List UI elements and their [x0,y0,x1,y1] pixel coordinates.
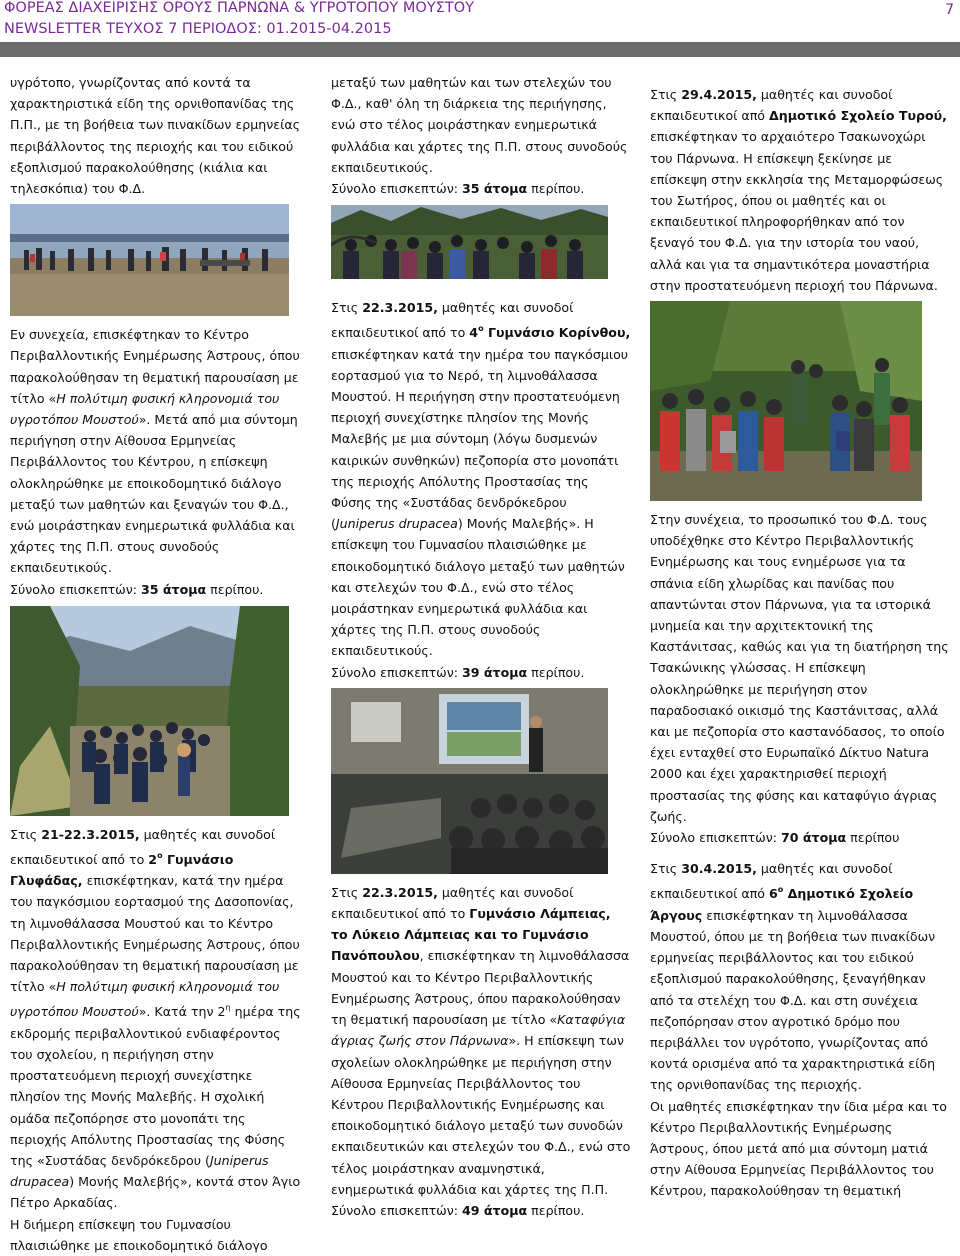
col1-p3-sup: η [225,1003,231,1013]
col3-p1-text-a: Στις [650,87,682,102]
col3-p3-text-a: Στις [650,861,682,877]
total-suffix: περίπου. [527,1202,585,1218]
col2-p3-title: Καταφύγια άγριας ζωής στον Πάρνωνα [331,1012,626,1049]
total-value: 35 άτομα [141,581,207,597]
col3-p1-text-c: επισκέφτηκαν το αρχαιότερο Τσακωνοχώρι του Πάρνωνα. Η επίσκεψη ξεκίνησε με επίσκεψη στην εκκλησία της Μεταμορφώσεως του Σωτήρος, όπου οι μαθητές και οι εκπαιδευτικοί πληροφορήθηκαν από τον ξεναγό του Φ.Δ. για την ιστορία του ναού, αλλά και για τα σημαντικότερα μοναστήρια στην προστατευόμενη περιοχή του Πάρνωνα. [650,129,944,293]
col2-paragraph-1: μεταξύ των μαθητών και των στελεχών του Φ.Δ., καθ' όλη τη διάρκεια της περιήγησης, ενώ στο τέλος μοιράστηκαν ενημερωτικά φυλλάδια και χάρτες της Π.Π. στους συνοδούς εκπαιδευτικούς. [331,75,628,175]
col3-p1-text-b: μαθητές και συνοδοί εκπαιδευτικοί από [650,87,893,124]
total-label: Σύνολο επισκεπτών: [331,1202,462,1218]
col3-p1-school: Δημοτικό Σχολείο Τυρού, [769,108,947,124]
col2-p2-latin: Juniperus drupacea [335,516,458,532]
total-value: 35 άτομα [462,181,528,197]
total-label: Σύνολο επισκεπτών: [10,581,141,597]
col2-p3-total [331,1200,631,1221]
column-2 [331,72,631,1221]
col2-p3-text-b: μαθητές και συνοδοί εκπαιδευτικοί από το [331,884,574,922]
column-3 [650,84,950,1202]
col2-p2-text-b: μαθητές και συνοδοί εκπαιδευτικοί από το [331,300,574,341]
col3-paragraph-2: Στην συνέχεια, το προσωπικό του Φ.Δ. τους υποδέχθηκε στο Κέντρο Περιβαλλοντικής Ενημέρωσης και τους ενημέρωσε για τα σπάνια είδη χλωρίδας και πανίδας που απαντώνται στον Πάρνωνα, για τα ιστορικά μνημεία και την αρχιτεκτονική της Καστάνιτσας, καθώς και για τη διατήρηση της Τσακώνικης γλώσσας. Η επίσκεψη ολοκληρώθηκε με περιήγηση στον παραδοσιακό οικισμό της Καστάνιτσας, αλλά και με πεζοπορία στο καστανόδασος, το οποίο έχει ενταχθεί στο Ευρωπαϊκό Δίκτυο Natura 2000 και έχει χαρακτηρισθεί περιοχή προστασίας της φύσης και καταφύγιο άγριας ζωής. [650,512,949,824]
col1-paragraph-2 [10,324,306,578]
total-suffix: περίπου. [206,581,264,597]
col1-p3-text-e: ημέρα της εκδρομής περιβαλλοντικού ενδιαφέροντος του σχολείου, η περιήγηση στην προστατευόμενη περιοχή συνεχίστηκε πλησίον της Μονής Μαλεβής. Η σχολική ομάδα πεζοπόρησε στο μονοπάτι της περιοχής Απόλυτης Προστασίας της Φύσης της «Συστάδας δενδρόκεδρου ( [10,1004,301,1168]
col2-p3-text-c: , επισκέφτηκαν τη λιμνοθάλασσα Μουστού και το Κέντρο Περιβαλλοντικής Ενημέρωσης Άστρους, όπου παρακολούθησαν τη θεματική παρουσίαση με τίτλο « [331,948,630,1028]
header-title: ΦΟΡΕΑΣ ΔΙΑΧΕΙΡΙΣΗΣ ΟΡΟΥΣ ΠΑΡΝΩΝΑ & ΥΓΡΟΤΟΠΟΥ ΜΟΥΣΤΟΥ [4,0,474,16]
col2-p2-text-d: ) Μονής Μαλεβής». Η επίσκεψη του Γυμνασίου πλαισιώθηκε με εποικοδομητικό διάλογο μεταξύ των μαθητών και στελεχών του Φ.Δ., ενώ στο τέλος μοιράστηκαν ενημερωτικά φυλλάδια και χάρτες της Π.Π. στους συνοδούς εκπαιδευτικούς. [331,516,625,659]
col3-paragraph-3 [650,858,950,1095]
col2-p2-school-name: Γυμνάσιο Κορίνθου, [483,325,631,341]
col3-p3-date: 30.4.2015, [681,861,757,877]
col1-p3-school-sup: ο [157,851,163,861]
total-suffix: περίπου [846,830,900,846]
page-header [0,0,960,62]
total-value: 70 άτομα [781,830,847,846]
col1-p3-date: 21-22.3.2015, [41,826,140,842]
col3-p3-text-b: μαθητές και συνοδοί εκπαιδευτικοί από [650,861,893,902]
col3-p3-school-num: 6 [769,886,778,902]
col3-p2-total [650,827,950,848]
col3-paragraph-4: Οι μαθητές επισκέφτηκαν την ίδια μέρα και το Κέντρο Περιβαλλοντικής Ενημέρωσης Άστρους, όπου μετά από μια σύντομη ματιά στην Αίθουσα Ερμηνείας Περιβάλλοντος του Κέντρου, παρακολούθησαν τη θεματική [650,1098,947,1199]
photo-corinth-students-group [331,205,608,279]
col3-p3-text-c: επισκέφτηκαν τη λιμνοθάλασσα Μουστού, όπου με τη βοήθεια των πινακίδων ερμηνείας περιβάλλοντος και του ειδικού εξοπλισμού παρακολούθησης, ξεναγήθηκαν από τα στελέχη του Φ.Δ. και στη συνέχεια πεζοπόρησαν στον αγροτικό δρόμο που περιβάλλει τον υγρότοπο, γνωρίζοντας από κοντά ορισμένα από τα χαρακτηριστικά είδη της ορνιθοπανίδας της περιοχής. [650,907,936,1093]
col2-p2-total [331,662,631,683]
col1-p3-school-name: Γυμνάσιο Γλυφάδας, [10,852,234,889]
header-rule [0,42,960,57]
col2-paragraph-2 [331,297,631,661]
col1-p3-continuation: Η διήμερη επίσκεψη του Γυμνασίου πλαισιώθηκε με εποικοδομητικό διάλογο [10,1216,268,1253]
col2-p2-text-c: επισκέφτηκαν κατά την ημέρα του παγκόσμιου εορτασμού για το Νερό, τη λιμνοθάλασσα Μουστού. Η περιήγηση στην προστατευόμενη περιοχή συνεχίστηκε πλησίον της Μονής Μαλεβής με μια σύντομη (λόγω δυσμενών καιρικών συνθηκών) πεζοπορία στο μονοπάτι της περιοχής Απόλυτης Προστασίας της Φύσης της «Συστάδας δενδρόκεδρου ( [331,346,629,532]
col1-p3-school-num: 2 [148,852,158,868]
col1-p3-latin: Juniperus drupacea [10,1152,269,1190]
total-label: Σύνολο επισκεπτών: [331,181,462,197]
col2-p3-text-a: Στις [331,884,363,900]
photo-students-forest-hike [10,606,289,816]
col1-intro: υγρότοπο, γνωρίζοντας από κοντά τα χαρακτηριστικά είδη της ορνιθοπανίδας της Π.Π., με τη βοήθεια των πινακίδων ερμηνείας περιβάλλοντος της περιοχής και του ειδικού εξοπλισμού παρακολούθησης (κιάλια και τηλεσκόπια) του Φ.Δ. [10,75,301,197]
col1-p2-total [10,579,306,600]
page-number: 7 [945,2,954,18]
total-suffix: περίπου. [527,181,585,197]
col2-p1-total [331,178,631,199]
col2-p2-school-sup: ο [478,324,484,334]
total-suffix: περίπου. [527,664,585,680]
header-subtitle: NEWSLETTER ΤΕΥΧΟΣ 7 ΠΕΡΙΟΔΟΣ: 01.2015-04.2015 [4,21,392,37]
photo-lagoon-birdwatching [10,204,289,316]
col3-p3-school-name: Δημοτικό Σχολείο Άργους [650,886,914,923]
col1-p3-text-a: Στις [10,826,42,842]
total-value: 39 άτομα [462,664,528,680]
col2-paragraph-3 [331,882,631,1200]
col1-p2-title: Η πολύτιμη φυσική κληρονομιά του υγροτόπου Μουστού [10,390,280,428]
col1-paragraph-3 [10,824,306,1214]
col1-p3-title: Η πολύτιμη φυσική κληρονομιά του υγροτόπου Μουστού [10,979,280,1020]
col1-p3-text-d: ». Κατά την 2 [138,1004,226,1020]
col1-p2-text-a: Εν συνεχεία, επισκέφτηκαν το Κέντρο Περιβαλλοντικής Ενημέρωσης Άστρους, όπου παρακολούθησαν τη θεματική παρουσίαση με τίτλο « [10,327,300,406]
col1-p3-text-c: επισκέφτηκαν, κατά την ημέρα του παγκόσμιου εορτασμού της Δασοπονίας, τη λιμνοθάλασσα Μουστού και το Κέντρο Περιβαλλοντικής Ενημέρωσης Άστρους, όπου παρακολούθησαν τη θεματική παρουσίαση με τίτλο « [10,873,300,995]
col3-p1-date: 29.4.2015, [681,87,757,102]
col2-p2-date: 22.3.2015, [362,300,438,316]
column-1 [10,72,306,1256]
total-label: Σύνολο επισκεπτών: [650,830,781,846]
col1-p3-text-f: ) Μονής Μαλεβής», κοντά στον Άγιο Πέτρο Αρκαδίας. [10,1174,301,1211]
col2-p2-school-num: 4 [469,325,479,341]
photo-tyros-students-outdoor [650,301,922,501]
col2-p2-text-a: Στις [331,300,363,316]
total-label: Σύνολο επισκεπτών: [331,664,462,680]
col1-p3-text-b: μαθητές και συνοδοί εκπαιδευτικοί από το [10,826,276,868]
total-value: 49 άτομα [462,1202,528,1218]
col1-p2-text-b: ». Μετά από μια σύντομη περιήγηση στην Αίθουσα Ερμηνείας Περιβάλλοντος του Κέντρου, η επίσκεψη ολοκληρώθηκε με εποικοδομητικό διάλογο μεταξύ των μαθητών και ξεναγών του Φ.Δ., ενώ μοιράστηκαν ενημερωτικά φυλλάδια και χάρτες της Π.Π. στους συνοδούς εκπαιδευτικούς. [10,412,298,576]
col3-paragraph-1 [650,84,950,296]
col2-p3-text-d: ». Η επίσκεψη των σχολείων ολοκληρώθηκε με περιήγηση στην Αίθουσα Ερμηνείας Περιβάλλοντος του Κέντρου Περιβαλλοντικής Ενημέρωσης και εποικοδομητικό διάλογο μεταξύ των συνοδών εκπαιδευτικών και στελεχών του Φ.Δ., ενώ στο τέλος μοιράστηκαν αναμνηστικά, ενημερωτικά φυλλάδια και χάρτες της Π.Π. [331,1033,631,1197]
col3-p3-school-sup: ο [777,885,784,895]
col2-p3-schools: Γυμνάσιο Λάμπειας, το Λύκειο Λάμπειας και το Γυμνάσιο Πανόπουλου [331,906,611,964]
col2-p3-date: 22.3.2015, [362,884,438,900]
photo-presentation-room [331,688,608,874]
